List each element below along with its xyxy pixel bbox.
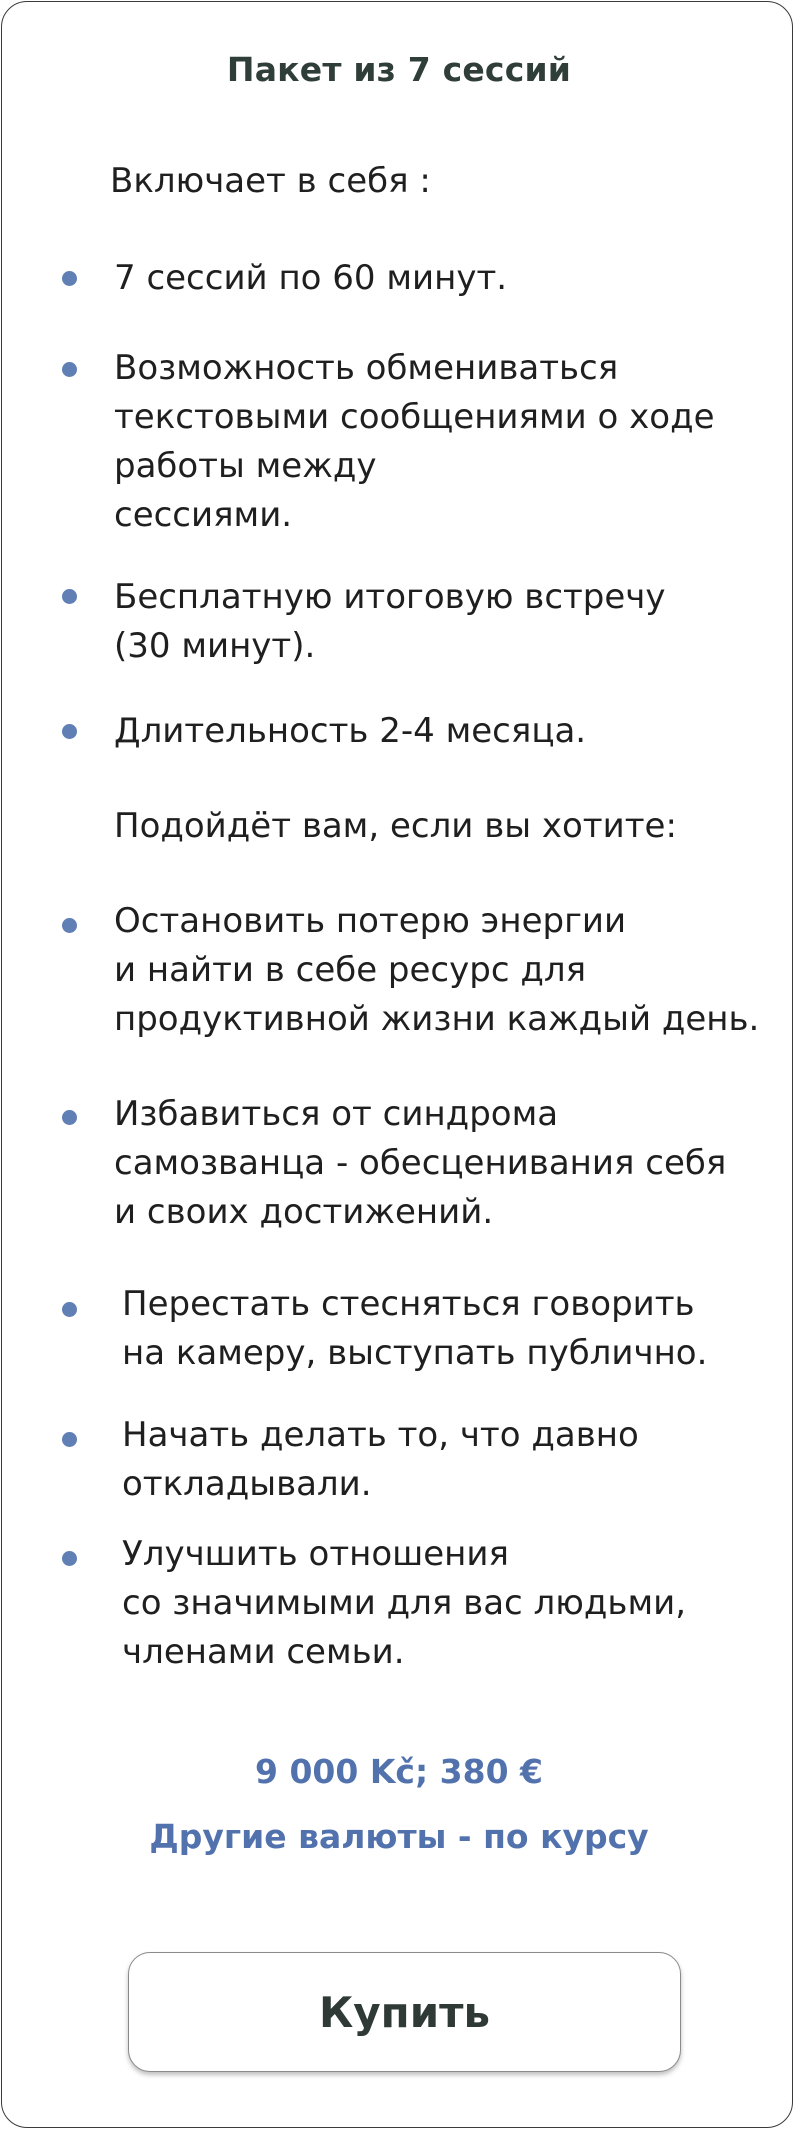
buy-button[interactable]: Купить <box>128 1952 681 2072</box>
list-item-fits-1: Остановить потерю энергии и найти в себе ресурс для продуктивной жизни каждый день. <box>114 901 760 1039</box>
list-item-includes-3: Бесплатную итоговую встречу (30 минут). <box>114 577 666 666</box>
list-item-includes-4: Длительность 2-4 месяца. <box>114 711 587 751</box>
bullet-icon <box>62 918 77 933</box>
includes-heading: Включает в себя : <box>110 161 431 201</box>
bullet-icon <box>62 362 77 377</box>
list-item-includes-2: Возможность обмениваться текстовыми сообщениями о ходе работы между сессиями. <box>114 348 715 535</box>
package-title: Пакет из 7 сессий <box>226 50 572 89</box>
bullet-icon <box>62 589 77 604</box>
bullet-icon <box>62 1432 77 1447</box>
package-card <box>1 1 793 2128</box>
price-note: Другие валюты - по курсу <box>149 1817 649 1856</box>
list-item-fits-5: Улучшить отношения со значимыми для вас людьми, членами семьи. <box>122 1534 687 1672</box>
price: 9 000 Kč; 380 € <box>255 1752 543 1791</box>
bullet-icon <box>62 1302 77 1317</box>
list-item-fits-2: Избавиться от синдрома самозванца - обесценивания себя и своих достижений. <box>114 1094 727 1232</box>
list-item-includes-1: 7 сессий по 60 минут. <box>114 258 508 298</box>
list-item-fits-4: Начать делать то, что давно откладывали. <box>122 1415 639 1504</box>
list-item-fits-3: Перестать стесняться говорить на камеру, выступать публично. <box>122 1284 708 1373</box>
fits-heading: Подойдёт вам, если вы хотите: <box>114 806 677 846</box>
bullet-icon <box>62 724 77 739</box>
bullet-icon <box>62 271 77 286</box>
bullet-icon <box>62 1110 77 1125</box>
bullet-icon <box>62 1551 77 1566</box>
